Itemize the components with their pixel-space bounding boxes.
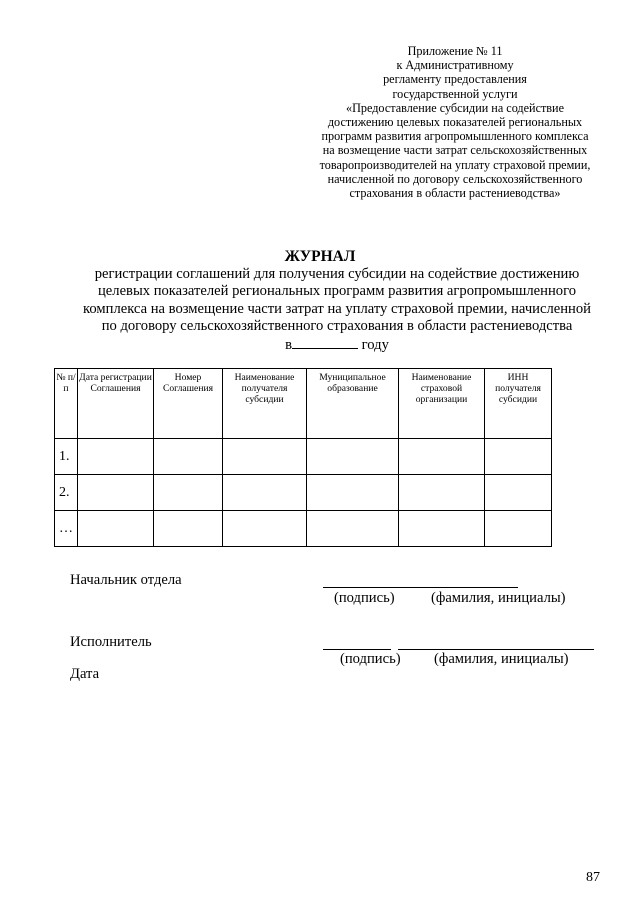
table-cell[interactable]	[399, 475, 485, 511]
table-cell[interactable]	[307, 439, 399, 475]
year-blank-field[interactable]	[292, 336, 358, 349]
subtitle-line: по договору сельскохозяйственного страхования в области растениеводства	[101, 318, 573, 335]
appendix-line: государственной услуги	[392, 86, 518, 101]
header-cell-inn: ИНН получателя субсидии	[485, 369, 552, 439]
table-cell[interactable]	[78, 475, 154, 511]
subtitle-line: регистрации соглашений для получения субсидии на содействие достижению	[94, 266, 580, 282]
table-cell[interactable]	[154, 475, 223, 511]
table-row	[55, 475, 552, 511]
header-cell-number: № п/п	[55, 369, 78, 439]
head-signature-hint: (подпись)	[334, 590, 395, 606]
table-cell[interactable]	[307, 511, 399, 547]
executor-name-line[interactable]	[398, 649, 594, 650]
header-cell-agreement-number: Номер Соглашения	[154, 369, 223, 439]
table-cell[interactable]	[154, 511, 223, 547]
executor-label: Исполнитель	[70, 634, 152, 650]
table-cell[interactable]	[307, 475, 399, 511]
subtitle-line: комплекса на возмещение части затрат на уплату страховой премии, начисленной	[83, 300, 591, 317]
head-name-hint: (фамилия, инициалы)	[431, 590, 566, 606]
table-cell[interactable]	[399, 511, 485, 547]
executor-signature-line[interactable]	[323, 649, 391, 650]
executor-signature-hint: (подпись)	[340, 651, 401, 667]
year-suffix: году	[361, 336, 389, 353]
year-line	[52, 336, 622, 354]
appendix-line: «Предоставление субсидии на содействие	[345, 100, 564, 115]
appendix-line: регламенту предоставления	[383, 72, 527, 87]
subtitle-line: целевых показателей региональных программ развития агропромышленного	[98, 283, 576, 300]
table-header-row	[55, 369, 552, 439]
header-cell-insurer: Наименование страховой организации	[399, 369, 485, 439]
registration-table	[54, 368, 552, 547]
head-signature-line[interactable]	[323, 587, 518, 588]
executor-name-hint: (фамилия, инициалы)	[434, 651, 569, 667]
table-cell[interactable]	[78, 439, 154, 475]
table-cell[interactable]	[223, 511, 307, 547]
page-number: 87	[586, 870, 600, 885]
appendix-line: на возмещение части затрат сельскохозяйственных	[322, 143, 588, 158]
table-cell[interactable]	[485, 475, 552, 511]
row-number-cell: 2.	[55, 475, 78, 511]
year-prefix: в	[285, 336, 292, 353]
header-cell-recipient: Наименование получателя субсидии	[223, 369, 307, 439]
table-row	[55, 511, 552, 547]
appendix-line: достижению целевых показателей региональных	[327, 115, 583, 130]
row-number-cell: 1.	[55, 439, 78, 475]
table-cell[interactable]	[485, 511, 552, 547]
journal-subtitle	[52, 266, 622, 354]
header-cell-date: Дата регистрации Соглашения	[78, 369, 154, 439]
appendix-line: начисленной по договору сельскохозяйственного	[327, 171, 583, 186]
table-row	[55, 439, 552, 475]
date-label: Дата	[70, 666, 100, 682]
appendix-line: программ развития агропромышленного комплекса	[321, 129, 589, 144]
table-cell[interactable]	[223, 475, 307, 511]
header-cell-municipality: Муниципальное образование	[307, 369, 399, 439]
table-cell[interactable]	[154, 439, 223, 475]
appendix-line: Приложение № 11	[407, 44, 503, 58]
journal-title: ЖУРНАЛ	[284, 248, 356, 265]
table-cell[interactable]	[399, 439, 485, 475]
table-cell[interactable]	[78, 511, 154, 547]
table-cell[interactable]	[223, 439, 307, 475]
appendix-line: товаропроизводителей на уплату страховой премии,	[319, 157, 591, 172]
head-of-department-label: Начальник отдела	[70, 572, 182, 588]
appendix-line: страхования в области растениеводства»	[349, 186, 561, 201]
row-number-cell: …	[55, 511, 78, 547]
appendix-block	[300, 44, 610, 200]
appendix-line: к Административному	[396, 58, 514, 73]
table-cell[interactable]	[485, 439, 552, 475]
